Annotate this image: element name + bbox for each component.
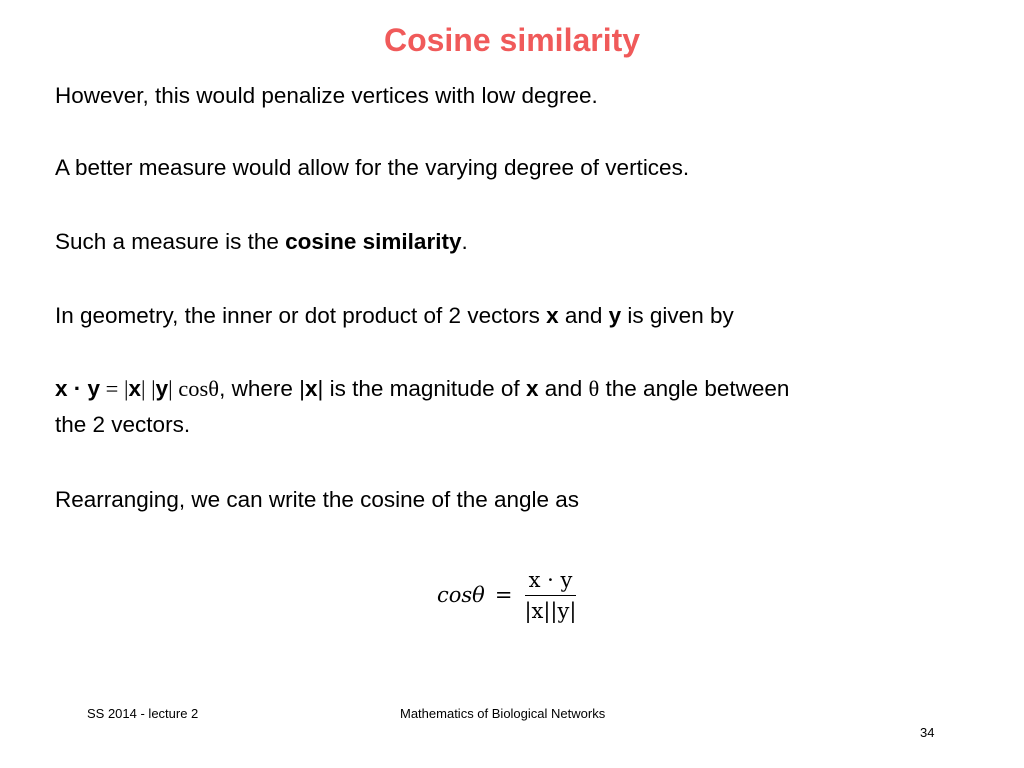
p5-x1: x bbox=[128, 376, 141, 401]
footer-course: Mathematics of Biological Networks bbox=[400, 706, 606, 721]
formula-equals: = bbox=[494, 583, 513, 607]
p5-theta2: θ bbox=[588, 376, 600, 401]
p4-and: and bbox=[558, 303, 609, 328]
p4-before: In geometry, the inner or dot product of 2 vectors bbox=[55, 303, 547, 328]
p5-y1: y bbox=[155, 376, 169, 401]
p5-x2: x bbox=[304, 376, 318, 401]
p5-mid2: | cos bbox=[168, 376, 209, 401]
paragraph-better-measure: A better measure would allow for the varying degree of vertices. bbox=[55, 155, 690, 180]
footer-page-number: 34 bbox=[920, 725, 935, 740]
p5-theta: θ bbox=[208, 376, 220, 401]
paragraph-cosine-intro bbox=[55, 224, 955, 260]
p5-eq: = | bbox=[100, 376, 129, 401]
slide-title: Cosine similarity bbox=[383, 22, 641, 58]
p5-line2: the 2 vectors. bbox=[55, 412, 191, 437]
cosine-formula bbox=[437, 560, 580, 630]
paragraph-dot-product bbox=[55, 298, 955, 334]
paragraph-dot-definition bbox=[55, 371, 955, 443]
p5-and: and bbox=[538, 376, 589, 401]
paragraph-rearranging: Rearranging, we can write the cosine of the angle as bbox=[55, 487, 580, 512]
p4-x: x bbox=[546, 303, 559, 328]
formula-lhs: cosθ bbox=[437, 583, 485, 607]
p5-where: , where | bbox=[219, 376, 305, 401]
formula-fraction bbox=[520, 568, 580, 623]
p3-bold-term: cosine similarity bbox=[285, 229, 462, 254]
p4-after: is given by bbox=[621, 303, 734, 328]
p4-y: y bbox=[608, 303, 622, 328]
p5-x-dot-y: x · y bbox=[55, 376, 101, 401]
p3-after: . bbox=[461, 229, 468, 254]
p5-x3: x bbox=[525, 376, 539, 401]
p5-line1 bbox=[55, 371, 955, 407]
formula-denominator: |x||y| bbox=[524, 598, 577, 623]
footer-lecture: SS 2014 - lecture 2 bbox=[87, 706, 199, 721]
p5-end1: the angle between bbox=[599, 376, 790, 401]
p5-mag: | is the magnitude of bbox=[317, 376, 526, 401]
p3-before: Such a measure is the bbox=[55, 229, 286, 254]
p5-mid1: | | bbox=[141, 376, 156, 401]
paragraph-penalize: However, this would penalize vertices with low degree. bbox=[55, 83, 598, 108]
formula-numerator: x · y bbox=[525, 568, 577, 596]
